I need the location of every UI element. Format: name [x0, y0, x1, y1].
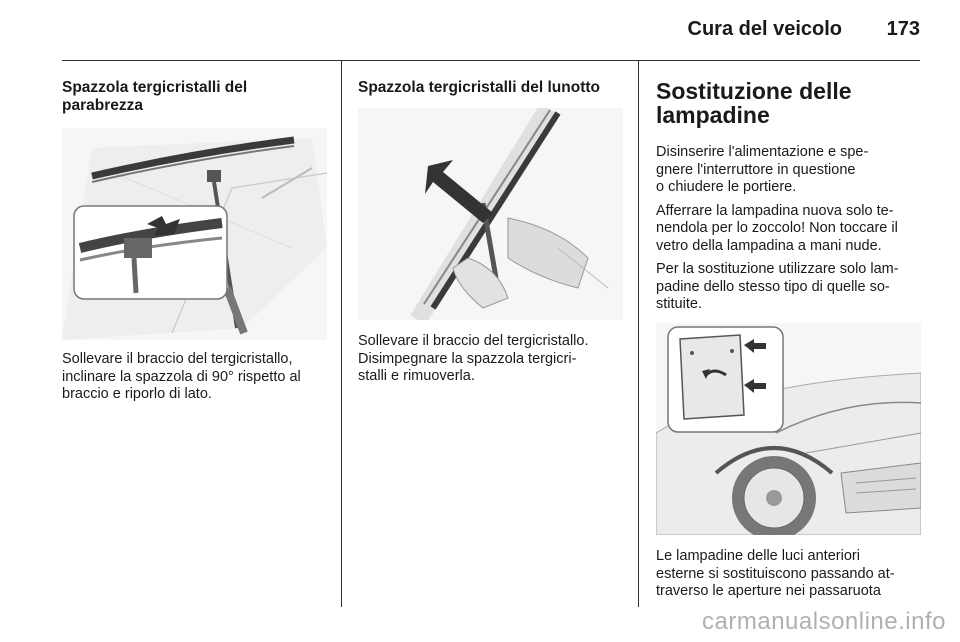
- headlamp-access-illustration: [656, 323, 921, 535]
- rear-wiper-illustration: [358, 108, 623, 320]
- column-divider-1: [341, 60, 342, 607]
- front-bulb-instructions: Le lampadine delle luci anteriori esterne si sostituiscono passando at- traverso le aperture nei passaruota: [656, 548, 895, 599]
- section-heading-rear-wiper: Spazzola tergicristalli del lunotto: [358, 79, 601, 96]
- page-header-title: Cura del veicolo: [687, 18, 842, 40]
- paragraph-1: Disinserire l'alimentazione e spe- gnere l'interruttore in questione o chiudere le portiere.: [656, 144, 869, 195]
- rear-wiper-instructions: Sollevare il braccio del tergicristallo. Disimpegnare la spazzola tergicri- stalli e rimuoverla.: [358, 333, 589, 384]
- windscreen-wiper-illustration: [62, 128, 327, 340]
- watermark: carmanualsonline.info: [702, 608, 946, 635]
- bulb-instructions: [656, 144, 926, 314]
- paragraph-2: Afferrare la lampadina nuova solo te- nendola per lo zoccolo! Non toccare il vetro della lampadina a mani nude.: [656, 202, 898, 254]
- section-heading-bulb-replacement: Sostituzione delle lampadine: [656, 78, 852, 128]
- column-divider-2: [638, 60, 639, 607]
- windscreen-wiper-instructions: Sollevare il braccio del tergicristallo, inclinare la spazzola di 90° rispetto al braccio e riporlo di lato.: [62, 351, 301, 402]
- section-heading-windscreen-wiper: Spazzola tergicristalli del parabrezza: [62, 79, 248, 114]
- page-number: 173: [886, 18, 920, 40]
- paragraph-3: Per la sostituzione utilizzare solo lam- padine dello stesso tipo di quelle so- stituite.: [656, 261, 899, 312]
- column-windscreen-wiper: [62, 60, 327, 115]
